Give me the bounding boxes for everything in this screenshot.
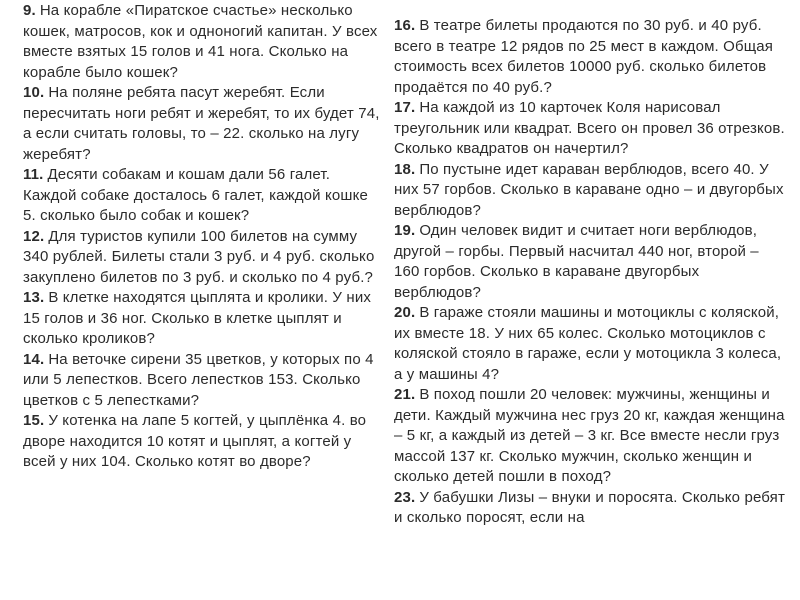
problem-12 <box>23 227 385 289</box>
problem-number: 15. <box>23 412 45 429</box>
problem-number: 9. <box>23 2 36 19</box>
problem-20 <box>394 303 788 385</box>
problem-16 <box>394 16 788 98</box>
problem-number: 14. <box>23 350 45 368</box>
problem-21 <box>394 385 788 488</box>
problem-text: У бабушки Лизы – внуки и поросята. Сколько ребят и сколько поросят, если на <box>394 488 785 526</box>
problem-number: 20. <box>394 304 416 321</box>
problem-number: 10. <box>23 84 45 101</box>
problem-15 <box>23 411 385 473</box>
problem-23 <box>394 488 788 529</box>
problem-text: На поляне ребята пасут жеребят. Если пересчитать ноги ребят и жеребят, то их будет 74, а если считать головы, то – 22. сколько на лугу жеребят? <box>23 84 380 163</box>
problem-14 <box>23 350 385 412</box>
problem-number: 11. <box>23 166 44 183</box>
problem-13 <box>23 288 385 350</box>
problem-9 <box>23 1 385 83</box>
problem-text: На каждой из 10 карточек Коля нарисовал треугольник или квадрат. Всего он провел 36 отрезков. Сколько квадратов он начертил? <box>394 99 785 157</box>
problem-19 <box>394 221 788 303</box>
problem-text: Десяти собакам и кошам дали 56 галет. Каждой собаке досталось 6 галет, каждой кошке 5. сколько было собак и кошек? <box>23 166 368 224</box>
problem-text: В гараже стояли машины и мотоциклы с коляской, их вместе 18. У них 65 колес. Сколько мотоциклов с коляской стояло в гараже, если у мотоцикла 3 колеса, а у машины 4? <box>394 304 782 383</box>
problem-number: 18. <box>394 160 416 178</box>
problem-number: 23. <box>394 488 416 506</box>
left-column <box>23 0 385 473</box>
problem-11 <box>23 165 385 227</box>
problem-text: Для туристов купили 100 билетов на сумму 340 рублей. Билеты стали 3 руб. и 4 руб. сколько закуплено билетов по 3 руб. и сколько по 4 руб.? <box>23 227 375 286</box>
problem-number: 16. <box>394 17 416 34</box>
right-column <box>394 0 788 529</box>
problem-text: В клетке находятся цыплята и кролики. У них 15 голов и 36 ног. Сколько в клетке цыплят и сколько кроликов? <box>23 289 372 347</box>
problem-number: 21. <box>394 386 416 403</box>
problem-text: В поход пошли 20 человек: мужчины, женщины и дети. Каждый мужчина нес груз 20 кг, каждая женщина – 5 кг, а каждый из детей – 3 кг. Все вместе несли груз массой 137 кг. Сколько мужчин, сколько женщин и сколько детей пошли в поход? <box>394 386 785 485</box>
problem-18 <box>394 160 788 222</box>
problem-text: На веточке сирени 35 цветков, у которых по 4 или 5 лепестков. Всего лепестков 153. Сколько цветков с 5 лепестками? <box>23 350 374 409</box>
problem-text: На корабле «Пиратское счастье» несколько кошек, матросов, кок и одноногий капитан. У всех вместе взятых 15 голов и 41 нога. Сколько на корабле было кошек? <box>23 2 378 81</box>
problem-text: Один человек видит и считает ноги верблюдов, другой – горбы. Первый насчитал 440 ног, второй – 160 горбов. Сколько в караване двугорбых верблюдов? <box>394 222 759 301</box>
problem-17 <box>394 98 788 160</box>
problem-text: В театре билеты продаются по 30 руб. и 40 руб. всего в театре 12 рядов по 25 мест в каждом. Общая стоимость всех билетов 10000 руб. сколько билетов продаётся по 40 руб.? <box>394 17 773 96</box>
problem-10 <box>23 83 385 165</box>
problem-number: 17. <box>394 99 416 116</box>
problem-number: 19. <box>394 222 416 239</box>
problem-number: 12. <box>23 227 45 245</box>
problem-number: 13. <box>23 289 45 306</box>
problem-text: У котенка на лапе 5 когтей, у цыплёнка 4. во дворе находится 10 котят и цыплят, а когтей у всей у них 104. Сколько котят во дворе? <box>23 412 367 470</box>
problem-text: По пустыне идет караван верблюдов, всего 40. У них 57 горбов. Сколько в караване одно – и двугорбых верблюдов? <box>394 160 784 219</box>
